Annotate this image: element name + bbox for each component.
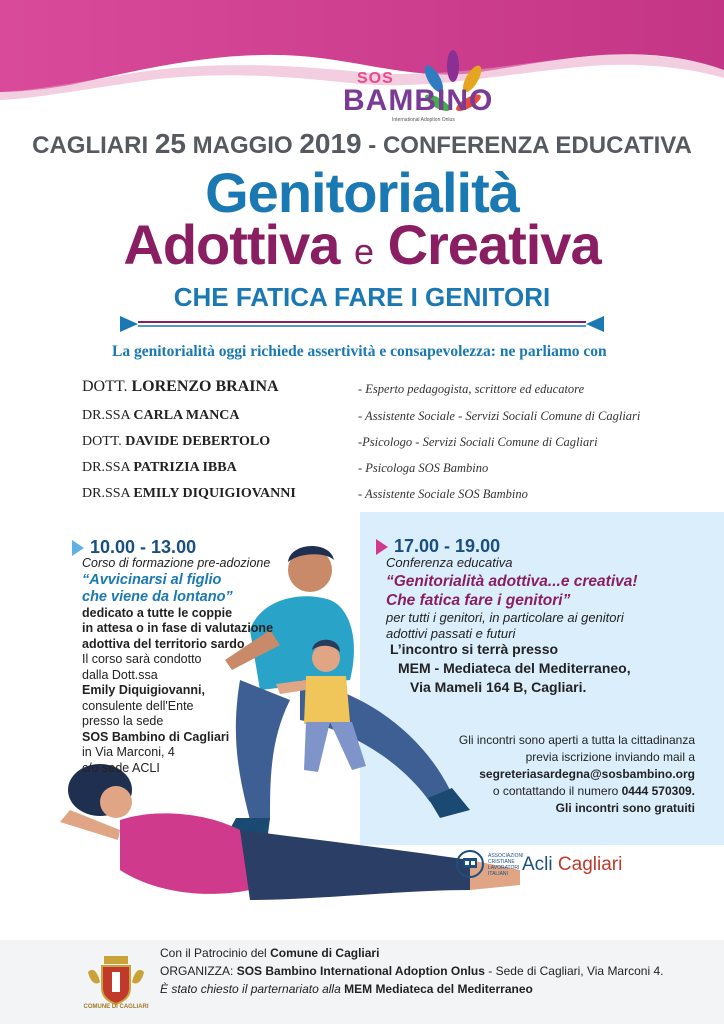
morning-desc: Il corso sarà condotto <box>82 652 202 667</box>
morning-desc: dedicato a tutte le coppie <box>82 605 233 620</box>
comune-crest-icon <box>84 952 148 1012</box>
morning-desc: in attesa o in fase di valutazione <box>82 621 274 636</box>
info-phone-label: o contattando il numero <box>492 784 619 798</box>
venue-block <box>390 640 710 697</box>
afternoon-desc: adottivi passati e futuri <box>386 626 516 642</box>
morning-desc: SOS Bambino di Cagliari <box>82 729 230 744</box>
info-line: Gli incontri sono aperti a tutta la cittadinanza <box>458 733 695 747</box>
footer-text <box>160 944 663 998</box>
acli-small-text: ASSOCIAZIONI CRISTIANE LAVORATORI ITALIANI <box>488 853 524 877</box>
footer-partnership-label: È stato chiesto il parternariato alla <box>160 982 341 996</box>
morning-title-2: che viene da lontano” <box>82 588 233 605</box>
speaker-title: DOTT. <box>82 378 128 395</box>
crest-label: COMUNE DI CAGLIARI <box>83 1004 149 1010</box>
arrow-right-icon <box>376 539 388 555</box>
speaker-name: PATRIZIA IBBA <box>133 460 237 475</box>
morning-title-1: “Avvicinarsi al figlio <box>82 571 222 588</box>
footer-patronage <box>160 944 663 962</box>
morning-desc: adottiva del territorio sardo <box>82 636 245 651</box>
speaker-role: -Psicologo - Servizi Sociali Comune di Cagliari <box>358 435 598 449</box>
event-month: MAGGIO <box>192 132 293 159</box>
info-free: Gli incontri sono gratuiti <box>555 801 695 815</box>
footer-patronage-label: Con il Patrocinio del <box>160 946 267 960</box>
info-email-link[interactable]: segreteriasardegna@sosbambino.org <box>479 767 695 781</box>
intro-text: La genitorialità oggi richiede assertività e consapevolezza: ne parliamo con <box>112 343 607 360</box>
speaker-role: - Assistente Sociale SOS Bambino <box>358 487 528 501</box>
speaker-name: EMILY DIQUIGIOVANNI <box>133 486 296 501</box>
speaker-role: - Psicologa SOS Bambino <box>358 461 489 475</box>
info-phone[interactable]: 0444 570309. <box>621 784 695 798</box>
acli-city: Cagliari <box>557 854 623 875</box>
afternoon-title-1: “Genitorialità adottiva...e creativa! <box>386 572 638 590</box>
afternoon-title-2: Che fatica fare i genitori” <box>386 591 571 609</box>
event-day: 25 <box>154 128 186 159</box>
speaker-5 <box>82 486 296 502</box>
afternoon-kind: Conferenza educativa <box>386 555 513 571</box>
acli-word: Acli <box>522 854 553 875</box>
event-city: CAGLIARI <box>32 132 149 159</box>
morning-desc: dalla Dott.ssa <box>82 667 158 682</box>
speaker-role: - Assistente Sociale - Servizi Sociali Comune di Cagliari <box>358 409 641 423</box>
logo-tagline: International Adoption Onlus <box>392 117 455 123</box>
morning-desc: Emily Diquigiovanni, <box>82 683 205 698</box>
event-separator: - <box>368 132 377 159</box>
speaker-title: DOTT. <box>82 434 122 449</box>
speaker-1 <box>82 378 279 396</box>
speaker-3 <box>82 434 270 450</box>
morning-desc: c/o sede ACLI <box>82 760 160 775</box>
footer-partnership <box>160 980 663 998</box>
afternoon-time-row <box>376 538 706 555</box>
title-divider <box>120 314 604 334</box>
logo-sos-text: SOS <box>357 70 394 87</box>
speaker-name: CARLA MANCA <box>133 408 240 423</box>
morning-desc: presso la sede <box>82 714 164 729</box>
morning-kind: Corso di formazione pre-adozione <box>82 556 271 571</box>
speaker-role: - Esperto pedagogista, scrittore ed educatore <box>358 382 585 396</box>
morning-section <box>82 537 312 776</box>
venue-name: MEM - Mediateca del Mediterraneo, <box>398 660 631 676</box>
morning-desc: consulente dell'Ente <box>82 698 194 713</box>
morning-time-row <box>72 537 312 557</box>
subtitle: CHE FATICA FARE I GENITORI <box>173 282 551 312</box>
footer-partnership-entity: MEM Mediateca del Mediterraneo <box>344 982 533 996</box>
info-line: previa iscrizione inviando mail a <box>525 750 695 764</box>
venue-address: Via Mameli 164 B, Cagliari. <box>410 679 587 695</box>
speaker-name: DAVIDE DEBERTOLO <box>125 434 271 449</box>
afternoon-desc: per tutti i genitori, in particolare ai genitori <box>386 609 624 625</box>
arrow-right-icon <box>72 540 84 556</box>
footer-organizer-name: SOS Bambino International Adoption Onlus <box>236 964 485 978</box>
footer-patronage-entity: Comune di Cagliari <box>270 946 380 960</box>
venue-intro: L’incontro si terrà presso <box>390 641 559 657</box>
info-block <box>380 732 695 817</box>
footer-organizer <box>160 962 663 980</box>
morning-time: 10.00 - 13.00 <box>90 537 197 557</box>
morning-desc: in Via Marconi, 4 <box>82 745 175 760</box>
speaker-title: DR.SSA <box>82 486 130 501</box>
speaker-title: DR.SSA <box>82 408 130 423</box>
speaker-2 <box>82 408 240 424</box>
speaker-4 <box>82 460 237 476</box>
logo-bambino-text: BAMBINO <box>343 84 494 117</box>
afternoon-section <box>386 538 706 643</box>
footer-organizer-label: ORGANIZZA: <box>160 964 234 978</box>
afternoon-time: 17.00 - 19.00 <box>394 536 501 556</box>
event-type: CONFERENZA EDUCATIVA <box>382 132 692 159</box>
speaker-title: DR.SSA <box>82 460 130 475</box>
title-line-2 <box>0 212 724 277</box>
title-e: e <box>353 231 373 272</box>
title-adottiva: Adottiva <box>123 213 340 276</box>
event-date-line <box>0 128 724 160</box>
info-phone-line <box>380 783 695 800</box>
speaker-name: LORENZO BRAINA <box>131 378 279 395</box>
event-year: 2019 <box>299 128 362 159</box>
title-creativa: Creativa <box>387 213 601 276</box>
title-line-1: Genitorialità <box>205 161 519 224</box>
acli-name <box>522 854 622 876</box>
footer-organizer-address: - Sede di Cagliari, Via Marconi 4. <box>488 964 664 978</box>
